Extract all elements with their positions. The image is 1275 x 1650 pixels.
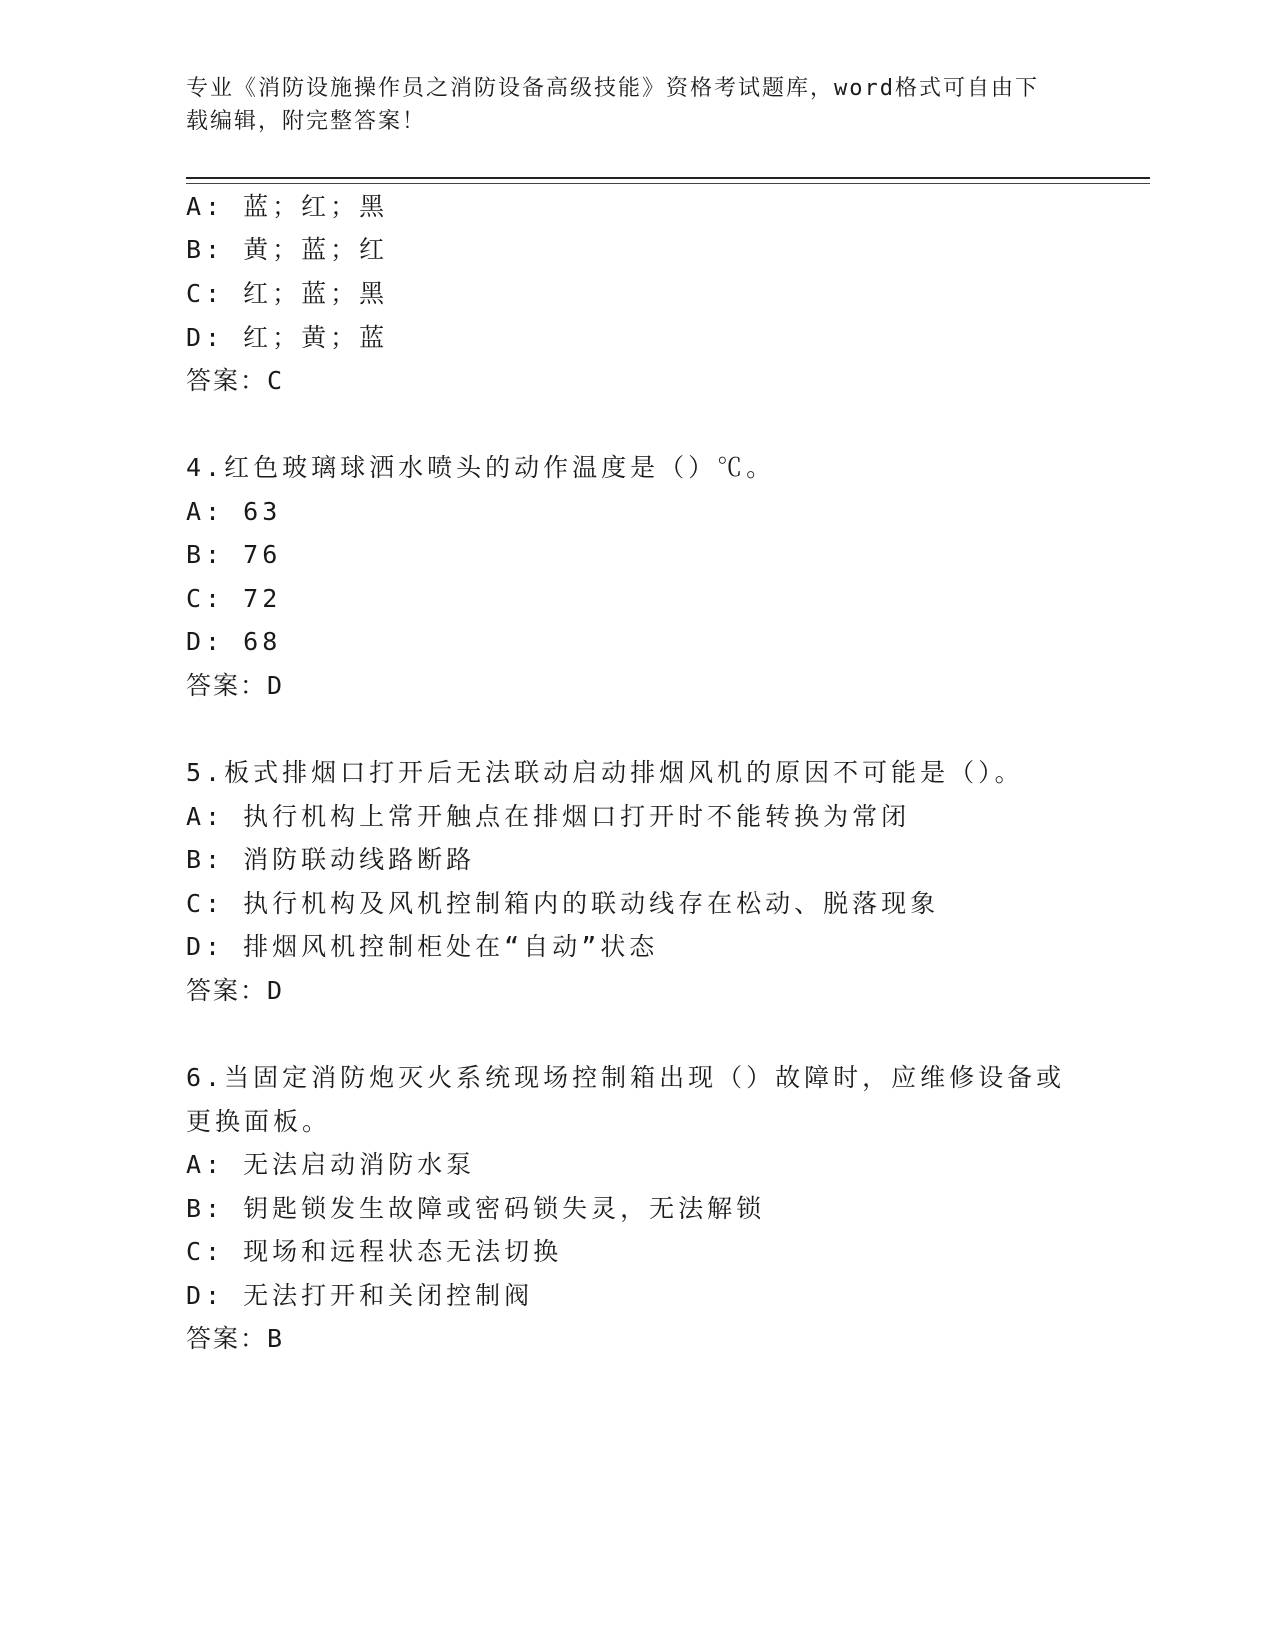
q4-option-c: C: 72: [186, 584, 282, 613]
q4-question: 4.红色玻璃球洒水喷头的动作温度是（）℃。: [186, 453, 776, 482]
q4-option-d: D: 68: [186, 627, 282, 656]
q5-answer: 答案：D: [186, 976, 285, 1005]
q3-option-d: D: 红；黄；蓝: [186, 323, 389, 352]
q6-option-b: B: 钥匙锁发生故障或密码锁失灵，无法解锁: [186, 1194, 766, 1223]
q5-option-d: D: 排烟风机控制柜处在“自动”状态: [186, 932, 659, 961]
q4-option-a: A: 63: [186, 497, 282, 526]
q4-option-b: B: 76: [186, 540, 282, 569]
q6-answer: 答案：B: [186, 1324, 285, 1353]
q6-option-d: D: 无法打开和关闭控制阀: [186, 1281, 534, 1310]
q6-option-c: C: 现场和远程状态无法切换: [186, 1237, 563, 1266]
q5-option-b: B: 消防联动线路断路: [186, 845, 476, 874]
q6-question-line-2: 更换面板。: [186, 1107, 332, 1136]
header-line-1: 专业《消防设施操作员之消防设备高级技能》资格考试题库，word格式可自由下: [186, 76, 1039, 101]
q4-answer: 答案：D: [186, 671, 285, 700]
q5-question: 5.板式排烟口打开后无法联动启动排烟风机的原因不可能是（）。: [186, 758, 1024, 787]
header-divider-thin: [186, 183, 1150, 184]
document-header: [186, 72, 1086, 138]
q3-answer: 答案：C: [186, 366, 285, 395]
q5-option-a: A: 执行机构上常开触点在排烟口打开时不能转换为常闭: [186, 802, 911, 831]
q6-question-line-1: 6.当固定消防炮灭火系统现场控制箱出现（）故障时，应维修设备或: [186, 1063, 1066, 1092]
q5-option-c: C: 执行机构及风机控制箱内的联动线存在松动、脱落现象: [186, 889, 940, 918]
header-line-2: 载编辑，附完整答案！: [186, 109, 427, 134]
q3-option-c: C: 红；蓝；黑: [186, 279, 389, 308]
q3-option-b: B: 黄；蓝；红: [186, 235, 389, 264]
header-divider-thick: [186, 177, 1150, 179]
q6-option-a: A: 无法启动消防水泵: [186, 1150, 476, 1179]
q3-option-a: A: 蓝；红；黑: [186, 192, 389, 221]
